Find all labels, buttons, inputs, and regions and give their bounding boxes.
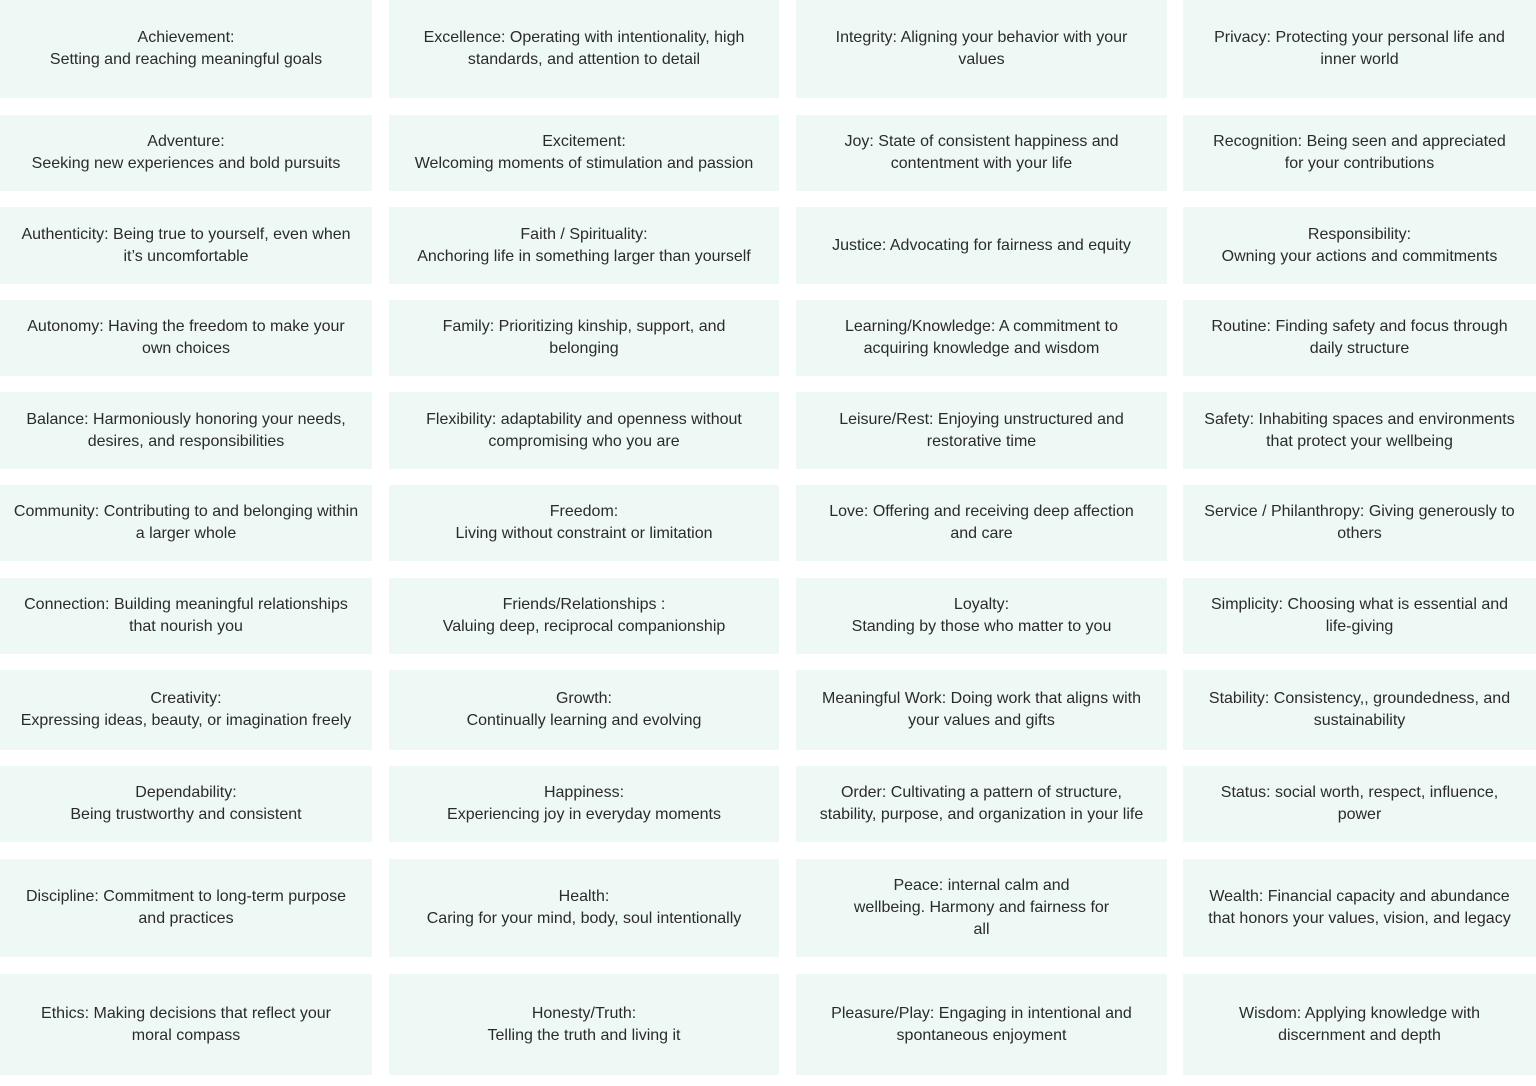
value-card-text: Achievement: Setting and reaching meaningful goals: [49, 29, 323, 68]
value-card: [389, 207, 779, 284]
value-card-text: Service / Philanthropy: Giving generously to others: [1204, 503, 1515, 542]
value-card-text: Health: Caring for your mind, body, soul intentionally: [426, 888, 742, 927]
value-card: [796, 859, 1167, 957]
value-card-text: Growth: Continually learning and evolving: [466, 690, 702, 729]
value-card: [389, 766, 779, 842]
value-card: [1183, 300, 1536, 376]
value-card-text: Wisdom: Applying knowledge with discernment and depth: [1238, 1004, 1480, 1044]
value-card: [1183, 392, 1536, 469]
value-card: [0, 766, 372, 842]
value-card-text: Dependability: Being trustworthy and consistent: [70, 784, 302, 823]
value-card: [0, 207, 372, 284]
value-card-text: Wealth: Financial capacity and abundance that honors your values, vision, and legacy: [1208, 888, 1511, 927]
value-card: [389, 392, 779, 469]
value-card-text: Meaningful Work: Doing work that aligns with your values and gifts: [822, 690, 1141, 729]
value-card-text: Integrity: Aligning your behavior with your values: [835, 29, 1128, 68]
value-card: [0, 115, 372, 191]
value-card: [389, 859, 779, 957]
value-card: [1183, 0, 1536, 98]
value-card-text: Order: Cultivating a pattern of structure, stability, purpose, and organization in your life: [819, 784, 1144, 823]
value-card: [0, 578, 372, 654]
value-card: [1183, 670, 1536, 750]
value-card-text: Peace: internal calm and wellbeing. Harmony and fairness for all: [853, 877, 1110, 938]
value-card-text: Autonomy: Having the freedom to make your own choices: [27, 318, 345, 357]
value-card: [796, 578, 1167, 654]
value-card-text: Privacy: Protecting your personal life and inner world: [1214, 29, 1505, 68]
value-card-text: Creativity: Expressing ideas, beauty, or imagination freely: [20, 690, 352, 729]
value-card-text: Flexibility: adaptability and openness without compromising who you are: [426, 410, 742, 450]
value-card: [389, 0, 779, 98]
value-card: [1183, 578, 1536, 654]
value-card-text: Learning/Knowledge: A commitment to acquiring knowledge and wisdom: [844, 318, 1119, 357]
value-card: [796, 115, 1167, 191]
value-card: [796, 974, 1167, 1075]
value-card: [1183, 207, 1536, 284]
value-card: [1183, 859, 1536, 957]
value-card: [0, 859, 372, 957]
value-card-text: Loyalty: Standing by those who matter to you: [851, 596, 1112, 635]
value-card: [796, 670, 1167, 750]
value-card: [0, 485, 372, 561]
value-card: [1183, 974, 1536, 1075]
value-card: [796, 766, 1167, 842]
value-card-text: Pleasure/Play: Engaging in intentional and spontaneous enjoyment: [831, 1004, 1132, 1044]
value-card-text: Love: Offering and receiving deep affection and care: [829, 503, 1134, 542]
value-card-text: Friends/Relationships : Valuing deep, reciprocal companionship: [442, 596, 726, 635]
value-card: [389, 974, 779, 1075]
value-card-text: Joy: State of consistent happiness and contentment with your life: [844, 133, 1119, 172]
value-card-text: Freedom: Living without constraint or limitation: [455, 503, 713, 542]
value-card: [0, 0, 372, 98]
value-card: [1183, 766, 1536, 842]
value-card-text: Recognition: Being seen and appreciated for your contributions: [1213, 133, 1506, 172]
value-card-text: Faith / Spirituality: Anchoring life in something larger than yourself: [417, 225, 751, 265]
value-card: [389, 300, 779, 376]
value-card-text: Connection: Building meaningful relationships that nourish you: [24, 596, 348, 635]
value-card-text: Discipline: Commitment to long-term purpose and practices: [25, 888, 347, 927]
value-card: [796, 300, 1167, 376]
value-card-text: Ethics: Making decisions that reflect your moral compass: [41, 1004, 331, 1044]
value-card: [1183, 485, 1536, 561]
value-card-text: Honesty/Truth: Telling the truth and living it: [487, 1004, 681, 1044]
value-card-text: Excitement: Welcoming moments of stimulation and passion: [414, 133, 754, 172]
value-card-text: Justice: Advocating for fairness and equity: [832, 236, 1131, 254]
value-card: [0, 974, 372, 1075]
value-card: [389, 485, 779, 561]
value-card-text: Leisure/Rest: Enjoying unstructured and restorative time: [839, 410, 1124, 450]
value-card: [389, 670, 779, 750]
value-card-text: Family: Prioritizing kinship, support, and belonging: [442, 318, 726, 357]
value-card: [0, 670, 372, 750]
value-card: [1183, 115, 1536, 191]
value-card: [0, 300, 372, 376]
value-card-text: Stability: Consistency,, groundedness, and sustainability: [1208, 690, 1511, 729]
value-card-text: Adventure: Seeking new experiences and bold pursuits: [31, 133, 341, 172]
value-card-text: Safety: Inhabiting spaces and environments that protect your wellbeing: [1204, 410, 1515, 450]
value-card: [389, 578, 779, 654]
value-card-text: Authenticity: Being true to yourself, even when it’s uncomfortable: [21, 225, 351, 265]
value-card: [0, 392, 372, 469]
value-card-text: Routine: Finding safety and focus through daily structure: [1211, 318, 1508, 357]
value-card: [389, 115, 779, 191]
value-card-text: Happiness: Experiencing joy in everyday moments: [447, 784, 721, 823]
value-card: [796, 207, 1167, 284]
value-card-text: Simplicity: Choosing what is essential and life-giving: [1210, 596, 1509, 635]
value-card-text: Community: Contributing to and belonging within a larger whole: [13, 503, 359, 542]
value-card: [796, 392, 1167, 469]
value-card: [796, 0, 1167, 98]
value-card-text: Balance: Harmoniously honoring your needs, desires, and responsibilities: [26, 410, 346, 450]
value-card: [796, 485, 1167, 561]
value-card-text: Responsibility: Owning your actions and commitments: [1221, 225, 1498, 265]
value-card-text: Status: social worth, respect, influence, power: [1220, 784, 1499, 823]
value-card-text: Excellence: Operating with intentionality, high standards, and attention to detail: [423, 29, 745, 68]
